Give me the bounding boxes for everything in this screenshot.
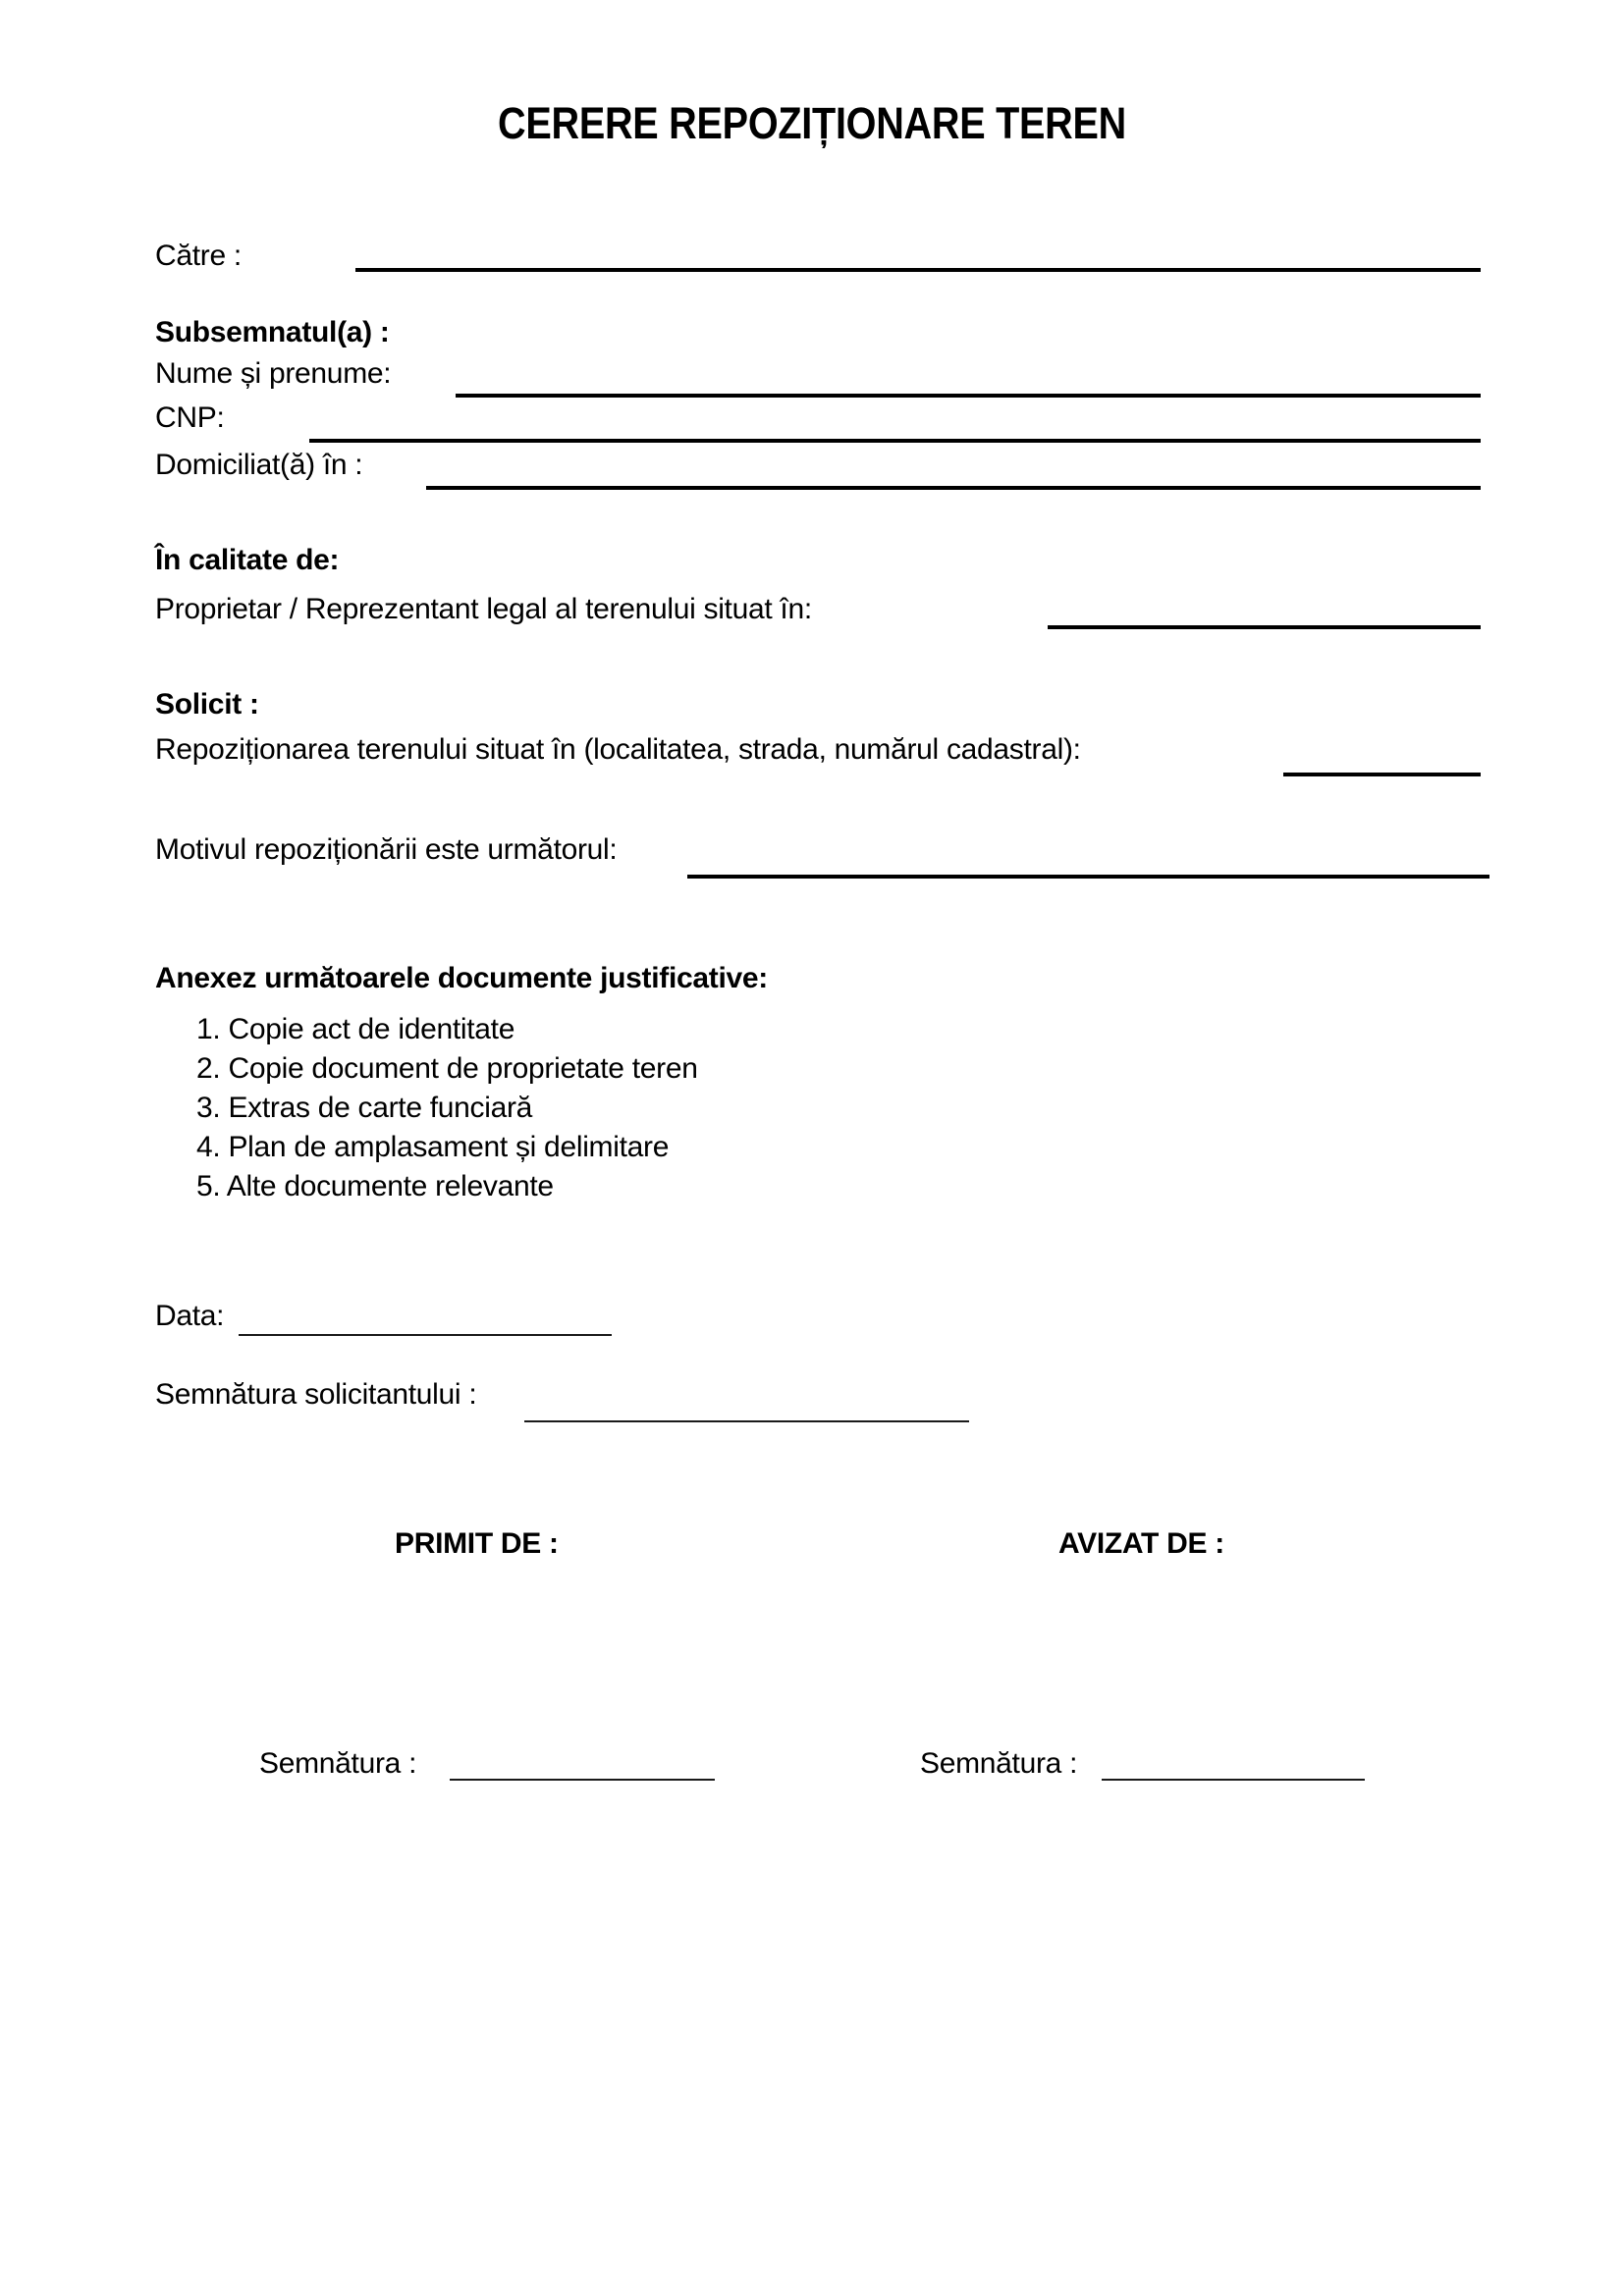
domiciliat-field-line xyxy=(426,486,1481,490)
semnatura-primit-label: Semnătura : xyxy=(259,1747,417,1780)
proprietar-label: Proprietar / Reprezentant legal al terenului situat în: xyxy=(155,593,812,625)
subsemnatul-heading: Subsemnatul(a) : xyxy=(155,316,390,348)
calitate-heading: În calitate de: xyxy=(155,544,340,576)
semnatura-solicitant-field-line xyxy=(524,1420,969,1422)
semnatura-primit-field-line xyxy=(450,1779,715,1781)
semnatura-solicitant-label: Semnătura solicitantului : xyxy=(155,1378,477,1411)
motiv-label: Motivul repoziționării este următorul: xyxy=(155,833,618,866)
attachments-list xyxy=(196,1010,698,1206)
catre-label: Către : xyxy=(155,240,242,272)
anexe-heading: Anexez următoarele documente justificative: xyxy=(155,962,768,994)
proprietar-field-line xyxy=(1048,625,1481,629)
primit-heading: PRIMIT DE : xyxy=(395,1527,559,1560)
cnp-field-line xyxy=(309,439,1481,443)
repozitionare-label: Repoziționarea terenului situat în (localitatea, strada, numărul cadastral): xyxy=(155,733,1081,766)
cnp-label: CNP: xyxy=(155,401,225,434)
solicit-heading: Solicit : xyxy=(155,688,259,721)
attachment-item: 4. Plan de amplasament și delimitare xyxy=(196,1131,670,1163)
avizat-heading: AVIZAT DE : xyxy=(1058,1527,1224,1560)
domiciliat-label: Domiciliat(ă) în : xyxy=(155,449,363,481)
page-title: CERERE REPOZIȚIONARE TEREN xyxy=(497,98,1127,148)
semnatura-avizat-field-line xyxy=(1102,1779,1365,1781)
nume-prenume-field-line xyxy=(456,394,1481,398)
semnatura-avizat-label: Semnătura : xyxy=(920,1747,1078,1780)
motiv-field-line xyxy=(687,875,1489,879)
data-field-line xyxy=(239,1334,612,1336)
nume-prenume-label: Nume și prenume: xyxy=(155,357,392,390)
attachment-item: 3. Extras de carte funciară xyxy=(196,1092,533,1124)
attachment-item: 5. Alte documente relevante xyxy=(196,1170,554,1202)
catre-field-line xyxy=(355,268,1481,272)
attachment-item: 1. Copie act de identitate xyxy=(196,1013,515,1045)
data-label: Data: xyxy=(155,1300,225,1332)
repozitionare-field-line xyxy=(1283,773,1481,776)
attachment-item: 2. Copie document de proprietate teren xyxy=(196,1052,698,1085)
